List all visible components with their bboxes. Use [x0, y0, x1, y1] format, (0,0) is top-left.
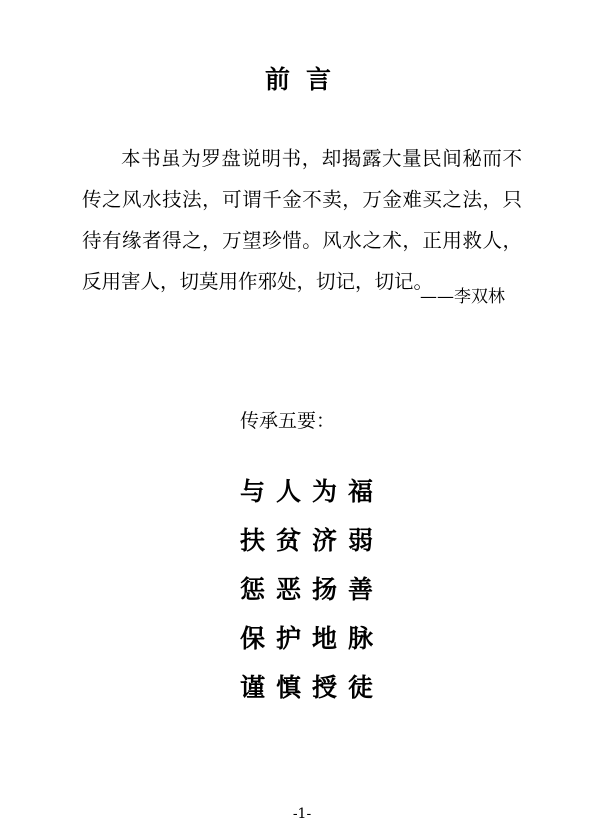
- author-signature: ——李双林: [420, 287, 505, 307]
- principle-item: 谨慎授徒: [240, 673, 385, 702]
- principle-item: 惩恶扬善: [240, 575, 385, 604]
- principle-item: 扶贫济弱: [240, 526, 385, 555]
- page-title: 前言: [264, 65, 347, 94]
- principles-list: [240, 467, 384, 712]
- preface-paragraph: 本书虽为罗盘说明书，却揭露大量民间秘而不传之风水技法，可谓千金不卖，万金难买之法，只待有缘者得之，万望珍惜。风水之术，正用救人，反用害人，切莫用作邪处，切记，切记。: [82, 147, 522, 293]
- principle-item: 保护地脉: [240, 624, 385, 653]
- principles-heading: 传承五要：: [240, 410, 336, 432]
- page-number: -1-: [292, 806, 312, 822]
- principle-item: 与人为福: [240, 477, 385, 506]
